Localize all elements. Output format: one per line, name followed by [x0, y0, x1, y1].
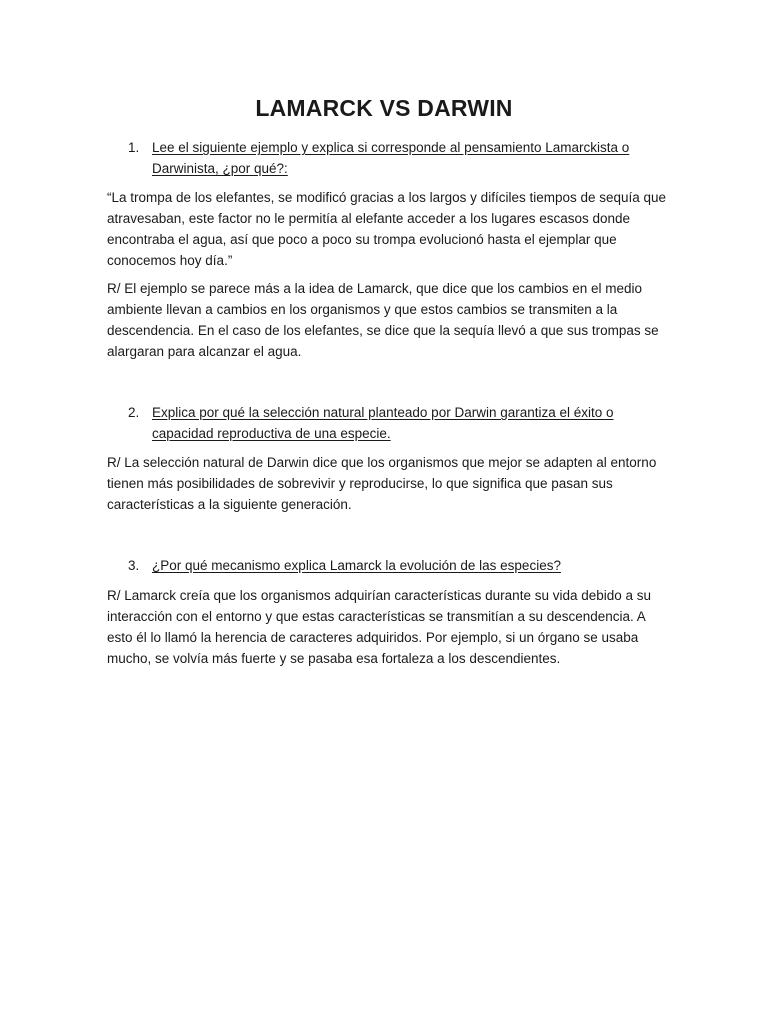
question-3: [128, 555, 658, 576]
question-3-text: ¿Por qué mecanismo explica Lamarck la evolución de las especies?: [152, 558, 561, 573]
question-1-text: Lee el siguiente ejemplo y explica si corresponde al pensamiento Lamarckista o Darwinista, ¿por qué?:: [152, 140, 630, 176]
question-1: [128, 137, 658, 179]
answer-2-paragraph: R/ La selección natural de Darwin dice que los organismos que mejor se adapten al entorno tienen más posibilidades de sobrevivir y reproducirse, lo que significa que pasan sus características a la siguiente generación.: [107, 455, 657, 512]
question-2-text: Explica por qué la selección natural planteado por Darwin garantiza el éxito o capacidad reproductiva de una especie.: [152, 405, 614, 441]
question-2: [128, 402, 658, 444]
question-2-number: 2.: [128, 405, 140, 420]
question-3-number: 3.: [128, 558, 140, 573]
question-1-number: 1.: [128, 140, 140, 155]
answer-1-paragraph: R/ El ejemplo se parece más a la idea de Lamarck, que dice que los cambios en el medio ambiente llevan a cambios en los organismos y que estos cambios se transmiten a la descendencia. En el caso de los elefantes, se dice que la sequía llevó a que sus trompas se alargaran para alcanzar el agua.: [107, 281, 659, 359]
answer-3-paragraph: R/ Lamarck creía que los organismos adquirían características durante su vida debido a su interacción con el entorno y que estas características se transmitían a su descendencia. A esto él lo llamó la herencia de caracteres adquiridos. Por ejemplo, si un órgano se usaba mucho, se volvía más fuerte y se pasaba esa fortaleza a los descendientes.: [107, 588, 652, 666]
document-title: LAMARCK VS DARWIN: [255, 95, 513, 121]
quote-paragraph: “La trompa de los elefantes, se modificó gracias a los largos y difíciles tiempos de sequía que atravesaban, este factor no le permitía al elefante acceder a los lugares escasos donde encontraba el agua, así que poco a poco su trompa evolucionó hasta el ejemplar que conocemos hoy día.”: [107, 190, 667, 268]
